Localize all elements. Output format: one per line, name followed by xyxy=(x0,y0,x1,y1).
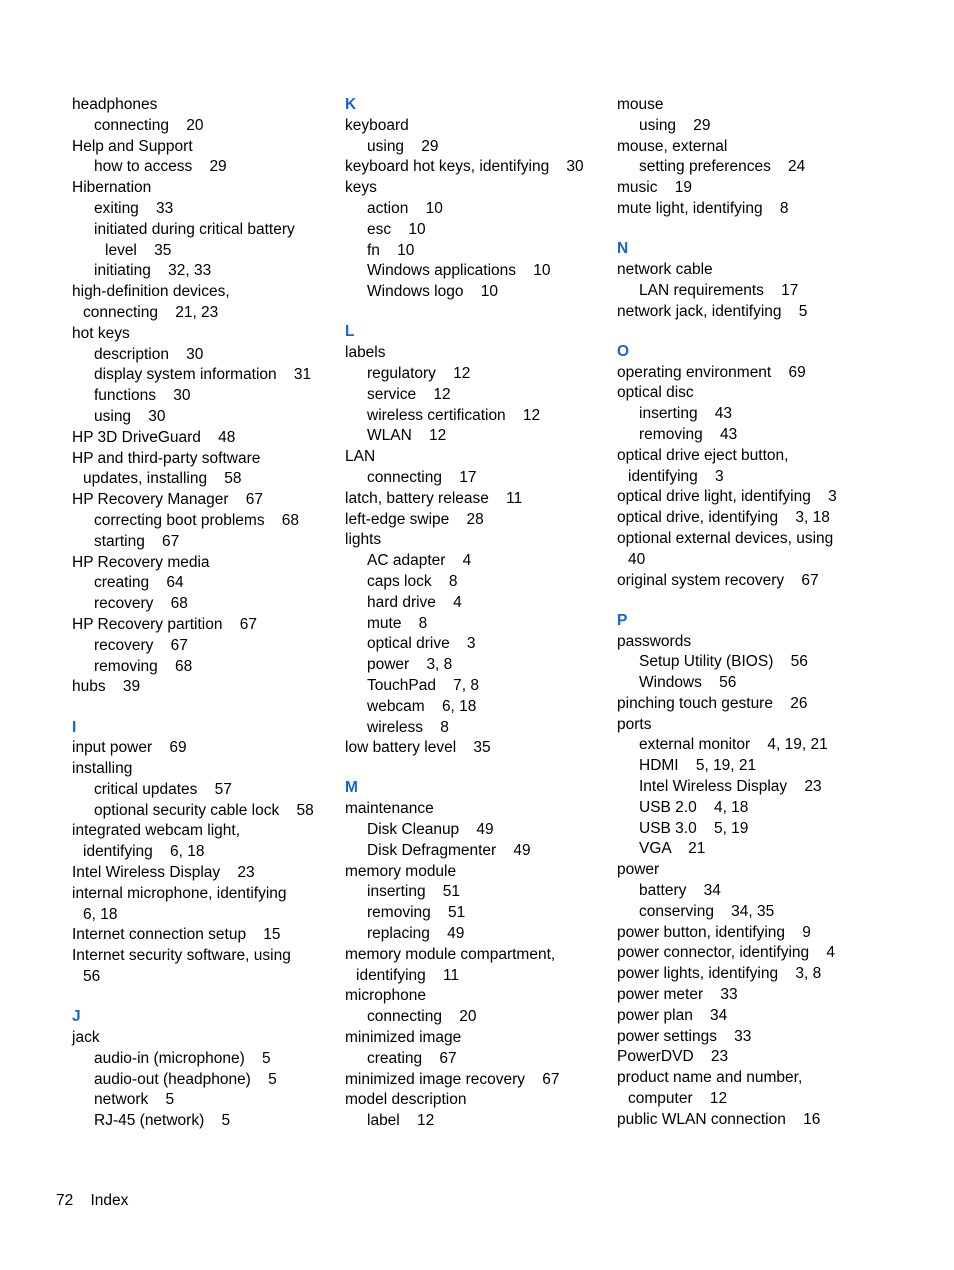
index-entry: optical disc xyxy=(617,384,694,402)
index-entry: optical drive light, identifying 3 xyxy=(617,488,837,506)
index-entry: LAN xyxy=(345,448,376,466)
index-letter-heading: I xyxy=(72,718,77,736)
index-subentry: initiating 32, 33 xyxy=(94,262,212,280)
index-subentry: webcam 6, 18 xyxy=(367,697,477,715)
index-column-1 xyxy=(72,95,334,1132)
index-subentry: display system information 31 xyxy=(94,366,312,384)
index-subentry: mute 8 xyxy=(367,614,428,632)
index-entry: minimized image xyxy=(345,1029,462,1047)
index-entry: network cable xyxy=(617,260,713,278)
index-subentry: using 30 xyxy=(94,407,166,425)
index-subentry: WLAN 12 xyxy=(367,427,447,445)
index-subentry: service 12 xyxy=(367,385,451,403)
index-subentry: 56 xyxy=(83,968,101,986)
index-subentry: 40 xyxy=(628,550,646,568)
index-subentry: power 3, 8 xyxy=(367,656,453,674)
index-entry: maintenance xyxy=(345,800,434,818)
index-subentry: starting 67 xyxy=(94,532,180,550)
index-entry: memory module compartment, xyxy=(345,945,556,963)
index-entry: operating environment 69 xyxy=(617,363,806,381)
index-entry: keys xyxy=(345,179,377,197)
index-subentry: identifying 6, 18 xyxy=(83,843,205,861)
index-entry: Hibernation xyxy=(72,179,152,197)
index-entry: power xyxy=(617,861,660,879)
index-subentry: Windows 56 xyxy=(639,674,737,692)
index-entry: keyboard xyxy=(345,116,409,134)
index-letter-heading: J xyxy=(72,1008,81,1026)
index-subentry: using 29 xyxy=(639,116,711,134)
index-entry: minimized image recovery 67 xyxy=(345,1070,560,1088)
index-entry: pinching touch gesture 26 xyxy=(617,694,808,712)
index-subentry: VGA 21 xyxy=(639,840,706,858)
index-subentry: connecting 20 xyxy=(367,1008,477,1026)
index-entry: HP Recovery media xyxy=(72,553,210,571)
index-entry: public WLAN connection 16 xyxy=(617,1110,821,1128)
index-entry: original system recovery 67 xyxy=(617,571,819,589)
index-entry: memory module xyxy=(345,862,457,880)
index-subentry: setting preferences 24 xyxy=(639,158,806,176)
index-subentry: how to access 29 xyxy=(94,158,227,176)
index-subentry: level 35 xyxy=(105,241,172,259)
index-entry: left-edge swipe 28 xyxy=(345,510,484,528)
index-subentry: functions 30 xyxy=(94,387,191,405)
section-spacer xyxy=(617,220,879,239)
index-subentry: inserting 43 xyxy=(639,405,733,423)
index-subentry: fn 10 xyxy=(367,241,415,259)
index-subentry: conserving 34, 35 xyxy=(639,902,775,920)
index-subentry: computer 12 xyxy=(628,1090,728,1108)
index-subentry: initiated during critical battery xyxy=(94,220,295,238)
index-entry: jack xyxy=(72,1029,100,1047)
index-subentry: identifying 11 xyxy=(356,966,460,984)
section-spacer xyxy=(72,698,334,717)
index-subentry: HDMI 5, 19, 21 xyxy=(639,757,757,775)
index-letter-heading: P xyxy=(617,611,628,629)
index-column-2 xyxy=(345,95,607,1132)
index-subentry: wireless 8 xyxy=(367,718,449,736)
index-subentry: Intel Wireless Display 23 xyxy=(639,778,822,796)
index-subentry: regulatory 12 xyxy=(367,364,471,382)
index-subentry: creating 64 xyxy=(94,574,184,592)
index-subentry: action 10 xyxy=(367,199,443,217)
index-subentry: caps lock 8 xyxy=(367,572,458,590)
index-entry: optical drive, identifying 3, 18 xyxy=(617,509,830,527)
index-subentry: connecting 17 xyxy=(367,468,477,486)
index-entry: power plan 34 xyxy=(617,1006,728,1024)
index-subentry: wireless certification 12 xyxy=(367,406,541,424)
index-entry: power connector, identifying 4 xyxy=(617,944,835,962)
index-entry: headphones xyxy=(72,96,158,113)
section-spacer xyxy=(617,322,879,341)
index-subentry: critical updates 57 xyxy=(94,780,232,798)
index-column-3 xyxy=(617,95,879,1131)
index-subentry: identifying 3 xyxy=(628,467,724,485)
index-entry: mouse xyxy=(617,96,664,113)
index-subentry: connecting 21, 23 xyxy=(83,303,219,321)
index-subentry: using 29 xyxy=(367,137,439,155)
index-entry: music 19 xyxy=(617,179,692,197)
index-subentry: audio-in (microphone) 5 xyxy=(94,1049,271,1067)
index-subentry: label 12 xyxy=(367,1112,435,1130)
index-entry: internal microphone, identifying xyxy=(72,884,287,902)
index-subentry: LAN requirements 17 xyxy=(639,281,799,299)
index-entry: PowerDVD 23 xyxy=(617,1048,729,1066)
page-footer xyxy=(56,1191,128,1212)
index-entry: product name and number, xyxy=(617,1069,803,1087)
page-number: 72 xyxy=(56,1192,74,1209)
index-entry: microphone xyxy=(345,987,426,1005)
index-letter-heading: O xyxy=(617,342,630,360)
index-subentry: optional security cable lock 58 xyxy=(94,801,314,819)
index-entry: hubs 39 xyxy=(72,678,141,696)
index-entry: keyboard hot keys, identifying 30 xyxy=(345,158,584,176)
index-entry: input power 69 xyxy=(72,739,187,757)
index-entry: integrated webcam light, xyxy=(72,822,241,840)
index-subentry: removing 51 xyxy=(367,904,466,922)
index-subentry: correcting boot problems 68 xyxy=(94,511,300,529)
section-spacer xyxy=(617,591,879,610)
index-subentry: recovery 68 xyxy=(94,595,188,613)
index-subentry: external monitor 4, 19, 21 xyxy=(639,736,828,754)
index-subentry: TouchPad 7, 8 xyxy=(367,676,480,694)
index-subentry: description 30 xyxy=(94,345,204,363)
index-subentry: AC adapter 4 xyxy=(367,552,472,570)
index-subentry: 6, 18 xyxy=(83,905,118,923)
index-subentry: recovery 67 xyxy=(94,636,188,654)
index-subentry: creating 67 xyxy=(367,1049,457,1067)
index-entry: optional external devices, using xyxy=(617,529,834,547)
index-subentry: battery 34 xyxy=(639,882,721,900)
index-entry: mute light, identifying 8 xyxy=(617,199,789,217)
index-entry: power lights, identifying 3, 8 xyxy=(617,965,822,983)
section-spacer xyxy=(345,759,607,778)
index-subentry: updates, installing 58 xyxy=(83,470,242,488)
index-subentry: exiting 33 xyxy=(94,199,174,217)
index-subentry: audio-out (headphone) 5 xyxy=(94,1070,277,1088)
index-subentry: removing 68 xyxy=(94,657,193,675)
index-entry: ports xyxy=(617,715,652,733)
index-entry: high-definition devices, xyxy=(72,283,230,301)
index-entry: low battery level 35 xyxy=(345,739,491,757)
index-subentry: esc 10 xyxy=(367,220,426,238)
index-entry: lights xyxy=(345,531,382,549)
index-subentry: USB 3.0 5, 19 xyxy=(639,819,749,837)
index-entry: power button, identifying 9 xyxy=(617,923,811,941)
index-subentry: Disk Defragmenter 49 xyxy=(367,841,531,859)
index-entry: mouse, external xyxy=(617,137,728,155)
index-subentry: connecting 20 xyxy=(94,116,204,134)
index-subentry: Windows applications 10 xyxy=(367,262,551,280)
index-entry: power settings 33 xyxy=(617,1027,752,1045)
index-entry: HP and third-party software xyxy=(72,449,261,467)
index-entry: HP Recovery Manager 67 xyxy=(72,491,263,509)
index-entry: latch, battery release 11 xyxy=(345,489,523,507)
index-subentry: Disk Cleanup 49 xyxy=(367,821,494,839)
index-entry: labels xyxy=(345,344,386,362)
index-entry: hot keys xyxy=(72,324,130,342)
index-letter-heading: N xyxy=(617,240,629,258)
index-letter-heading: K xyxy=(345,96,357,113)
index-subentry: USB 2.0 4, 18 xyxy=(639,798,749,816)
index-subentry: removing 43 xyxy=(639,425,738,443)
index-subentry: RJ-45 (network) 5 xyxy=(94,1112,231,1130)
index-letter-heading: M xyxy=(345,779,358,797)
section-name: Index xyxy=(90,1192,129,1209)
index-entry: power meter 33 xyxy=(617,986,738,1004)
index-entry: Intel Wireless Display 23 xyxy=(72,864,255,882)
index-subentry: network 5 xyxy=(94,1091,175,1109)
index-entry: network jack, identifying 5 xyxy=(617,302,808,320)
index-subentry: Windows logo 10 xyxy=(367,283,498,301)
index-entry: HP Recovery partition 67 xyxy=(72,615,257,633)
index-entry: Internet security software, using xyxy=(72,947,291,965)
index-subentry: replacing 49 xyxy=(367,925,465,943)
index-subentry: inserting 51 xyxy=(367,883,461,901)
index-letter-heading: L xyxy=(345,323,355,341)
section-spacer xyxy=(345,303,607,322)
index-subentry: optical drive 3 xyxy=(367,635,476,653)
index-subentry: Setup Utility (BIOS) 56 xyxy=(639,653,808,671)
index-entry: model description xyxy=(345,1091,467,1109)
index-subentry: hard drive 4 xyxy=(367,593,462,611)
section-spacer xyxy=(72,988,334,1007)
index-entry: HP 3D DriveGuard 48 xyxy=(72,428,236,446)
index-entry: installing xyxy=(72,760,133,778)
index-entry: passwords xyxy=(617,632,692,650)
index-entry: optical drive eject button, xyxy=(617,446,789,464)
index-entry: Help and Support xyxy=(72,137,193,155)
index-entry: Internet connection setup 15 xyxy=(72,926,281,944)
